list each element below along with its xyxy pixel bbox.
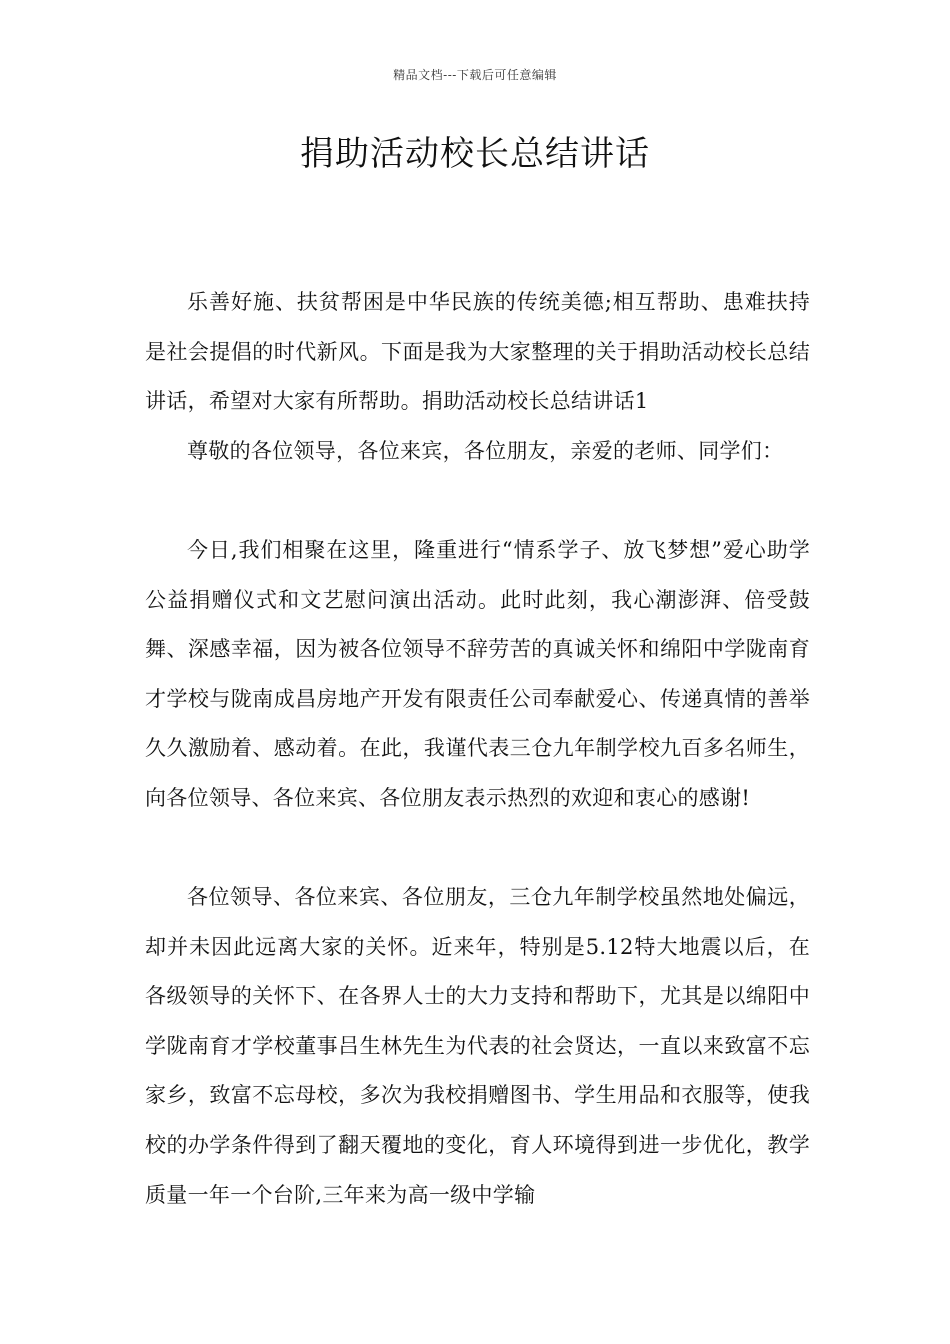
paragraph-salutation: 尊敬的各位领导，各位来宾，各位朋友，亲爱的老师、同学们： (187, 439, 784, 463)
document-title: 捐助活动校长总结讲话 (300, 134, 650, 174)
header-note: 精品文档---下载后可任意编辑 (393, 68, 557, 82)
paragraph-gathering: 今日,我们相聚在这里，隆重进行“情系学子、放飞梦想”爱心助学公益捐赠仪式和文艺慰问演出活动。此时此刻，我心潮澎湃、倍受鼓舞、深感幸福，因为被各位领导不辞劳苦的真诚关怀和绵阳中学陇南育才学校与陇南成昌房地产开发有限责任公司奉献爱心、传递真情的善举久久激励着、感动着。在此，我谨代表三仓九年制学校九百多名师生，向各位领导、各位来宾、各位朋友表示热烈的欢迎和衷心的感谢! (145, 538, 810, 810)
paragraph-intro: 乐善好施、扶贫帮困是中华民族的传统美德;相互帮助、患难扶持是社会提倡的时代新风。下面是我为大家整理的关于捐助活动校长总结讲话，希望对大家有所帮助。捐助活动校长总结讲话1 (145, 290, 810, 414)
paragraph-school-history: 各位领导、各位来宾、各位朋友，三仓九年制学校虽然地处偏远，却并未因此远离大家的关怀。近来年，特别是5.12特大地震以后，在各级领导的关怀下、在各界人士的大力支持和帮助下，尤其是以绵阳中学陇南育才学校董事吕生林先生为代表的社会贤达，一直以来致富不忘家乡，致富不忘母校，多次为我校捐赠图书、学生用品和衣服等，使我校的办学条件得到了翻天覆地的变化，育人环境得到进一步优化，教学质量一年一个台阶,三年来为高一级中学输 (145, 885, 810, 1207)
